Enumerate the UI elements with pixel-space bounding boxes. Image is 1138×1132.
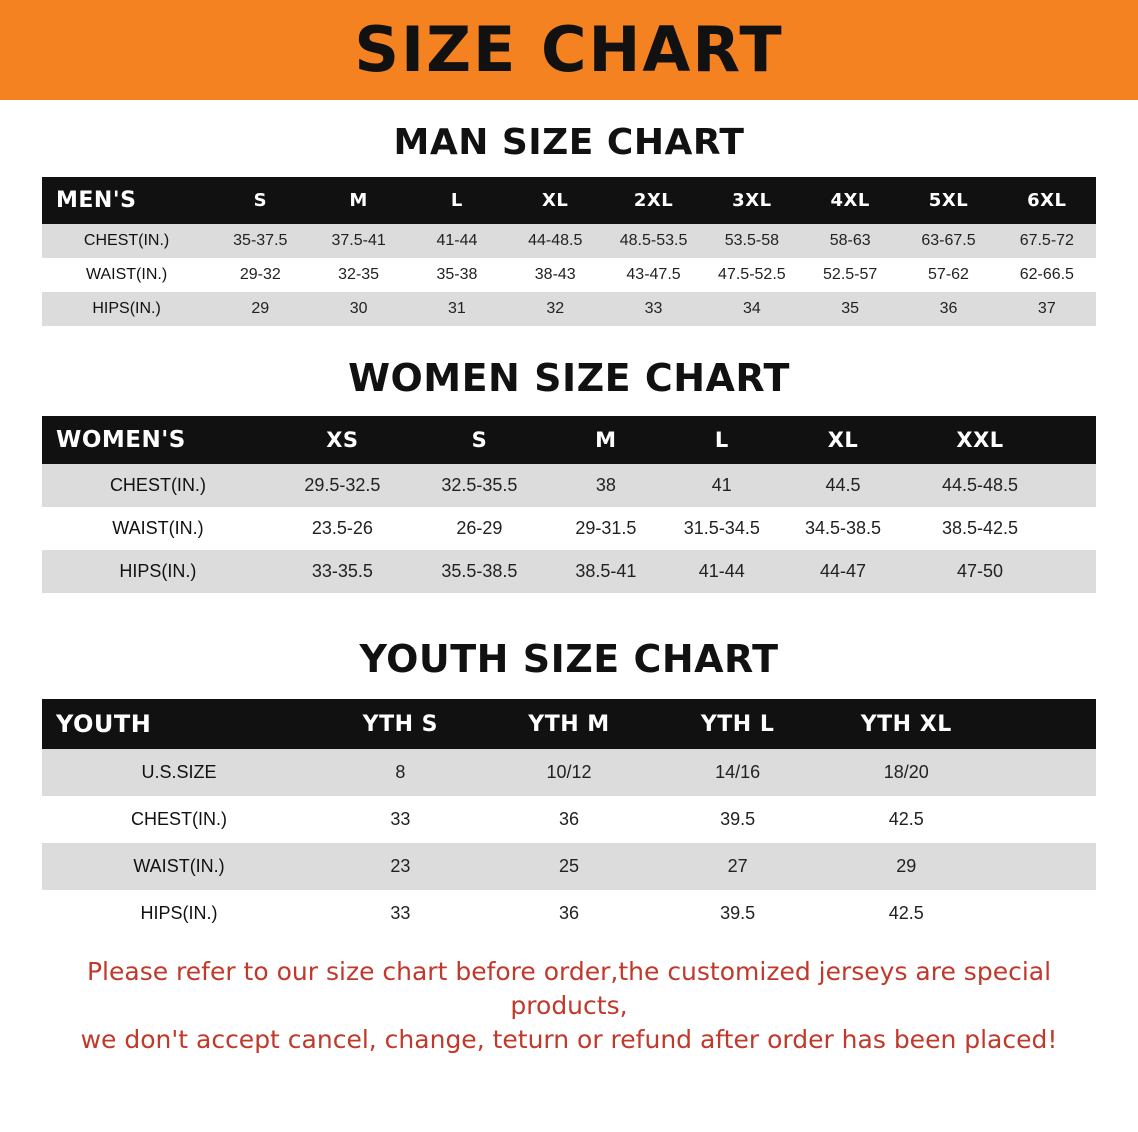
man-table-wrap [42, 177, 1096, 326]
youth-size-table [42, 699, 1096, 937]
women-table-wrap [42, 416, 1096, 593]
cell: 44-47 [780, 550, 906, 593]
cell: 32.5-35.5 [411, 464, 548, 507]
cell: 8 [316, 749, 485, 796]
cell: 26-29 [411, 507, 548, 550]
cell: 42.5 [822, 796, 991, 843]
table-header-row [42, 699, 1096, 749]
women-section-title: WOMEN SIZE CHART [348, 356, 790, 400]
cell: 58-63 [801, 224, 899, 258]
cell: 25 [485, 843, 654, 890]
table-row [42, 464, 1096, 507]
cell-spacer [991, 890, 1096, 937]
table-header-row [42, 416, 1096, 464]
cell-spacer [1054, 507, 1096, 550]
disclaimer-note [40, 955, 1098, 1056]
cell: 35 [801, 292, 899, 326]
col-header: 4XL [801, 177, 899, 224]
cell: 31 [408, 292, 506, 326]
cell: 47.5-52.5 [703, 258, 801, 292]
cell: 32-35 [309, 258, 407, 292]
cell-spacer [991, 749, 1096, 796]
cell: 48.5-53.5 [604, 224, 702, 258]
cell: 29 [822, 843, 991, 890]
cell: 42.5 [822, 890, 991, 937]
table-header-row [42, 177, 1096, 224]
col-header: 3XL [703, 177, 801, 224]
col-header-spacer [1054, 416, 1096, 464]
cell: 36 [899, 292, 997, 326]
col-header: MEN'S [42, 177, 211, 224]
table-row [42, 796, 1096, 843]
table-row [42, 843, 1096, 890]
cell: 57-62 [899, 258, 997, 292]
col-header: 5XL [899, 177, 997, 224]
cell: 36 [485, 890, 654, 937]
col-header: WOMEN'S [42, 416, 274, 464]
cell: 33 [316, 890, 485, 937]
col-header: S [411, 416, 548, 464]
row-label: WAIST(IN.) [42, 507, 274, 550]
cell: 37 [998, 292, 1096, 326]
cell: 44.5-48.5 [906, 464, 1054, 507]
note-line-2: we don't accept cancel, change, teturn or refund after order has been placed! [80, 1024, 1058, 1054]
cell: 67.5-72 [998, 224, 1096, 258]
cell: 27 [653, 843, 822, 890]
col-header: 2XL [604, 177, 702, 224]
table-row [42, 258, 1096, 292]
cell: 41 [664, 464, 780, 507]
cell-spacer [1054, 464, 1096, 507]
man-section-title: MAN SIZE CHART [393, 122, 745, 163]
cell: 23 [316, 843, 485, 890]
cell: 31.5-34.5 [664, 507, 780, 550]
cell: 35.5-38.5 [411, 550, 548, 593]
col-header: L [408, 177, 506, 224]
cell: 38.5-41 [548, 550, 664, 593]
cell: 29 [211, 292, 309, 326]
cell: 47-50 [906, 550, 1054, 593]
row-label: HIPS(IN.) [42, 890, 316, 937]
col-header: S [211, 177, 309, 224]
col-header: 6XL [998, 177, 1096, 224]
table-row [42, 292, 1096, 326]
cell: 36 [485, 796, 654, 843]
col-header: YTH S [316, 699, 485, 749]
col-header: YTH XL [822, 699, 991, 749]
table-row [42, 890, 1096, 937]
cell: 41-44 [408, 224, 506, 258]
cell: 38-43 [506, 258, 604, 292]
row-label: HIPS(IN.) [42, 550, 274, 593]
cell: 52.5-57 [801, 258, 899, 292]
row-label: CHEST(IN.) [42, 464, 274, 507]
col-header: XXL [906, 416, 1054, 464]
man-size-table [42, 177, 1096, 326]
row-label: WAIST(IN.) [42, 843, 316, 890]
cell: 32 [506, 292, 604, 326]
cell: 33 [316, 796, 485, 843]
col-header: YTH L [653, 699, 822, 749]
cell: 63-67.5 [899, 224, 997, 258]
cell: 44-48.5 [506, 224, 604, 258]
cell-spacer [991, 843, 1096, 890]
col-header: M [548, 416, 664, 464]
cell: 41-44 [664, 550, 780, 593]
col-header: XS [274, 416, 411, 464]
women-size-table [42, 416, 1096, 593]
cell: 39.5 [653, 796, 822, 843]
banner [0, 0, 1138, 100]
table-row [42, 224, 1096, 258]
col-header: M [309, 177, 407, 224]
cell: 29-32 [211, 258, 309, 292]
cell-spacer [1054, 550, 1096, 593]
cell: 38 [548, 464, 664, 507]
table-row [42, 550, 1096, 593]
cell: 44.5 [780, 464, 906, 507]
cell: 33-35.5 [274, 550, 411, 593]
cell: 10/12 [485, 749, 654, 796]
col-header: L [664, 416, 780, 464]
page-title: SIZE CHART [354, 13, 784, 86]
cell: 14/16 [653, 749, 822, 796]
cell: 43-47.5 [604, 258, 702, 292]
cell: 34.5-38.5 [780, 507, 906, 550]
cell: 34 [703, 292, 801, 326]
row-label: CHEST(IN.) [42, 224, 211, 258]
note-line-1: Please refer to our size chart before order,the customized jerseys are special products, [86, 957, 1052, 1020]
cell: 30 [309, 292, 407, 326]
col-header: YOUTH [42, 699, 316, 749]
cell: 33 [604, 292, 702, 326]
row-label: HIPS(IN.) [42, 292, 211, 326]
col-header: YTH M [485, 699, 654, 749]
cell: 35-37.5 [211, 224, 309, 258]
cell: 62-66.5 [998, 258, 1096, 292]
cell: 29.5-32.5 [274, 464, 411, 507]
cell-spacer [991, 796, 1096, 843]
row-label: WAIST(IN.) [42, 258, 211, 292]
youth-table-wrap [42, 699, 1096, 937]
table-row [42, 507, 1096, 550]
cell: 23.5-26 [274, 507, 411, 550]
row-label: CHEST(IN.) [42, 796, 316, 843]
col-header-spacer [991, 699, 1096, 749]
youth-section-title: YOUTH SIZE CHART [359, 637, 779, 681]
row-label: U.S.SIZE [42, 749, 316, 796]
cell: 38.5-42.5 [906, 507, 1054, 550]
cell: 37.5-41 [309, 224, 407, 258]
cell: 53.5-58 [703, 224, 801, 258]
col-header: XL [506, 177, 604, 224]
cell: 29-31.5 [548, 507, 664, 550]
table-row [42, 749, 1096, 796]
col-header: XL [780, 416, 906, 464]
cell: 18/20 [822, 749, 991, 796]
cell: 35-38 [408, 258, 506, 292]
cell: 39.5 [653, 890, 822, 937]
